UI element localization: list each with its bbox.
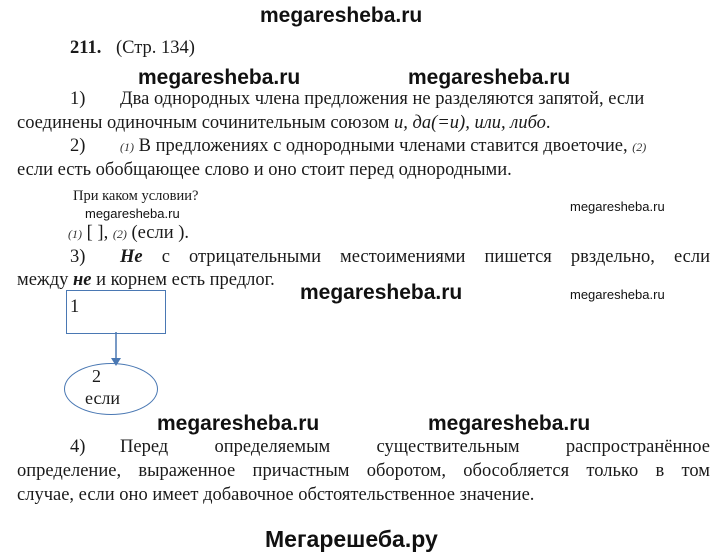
- punctuation-scheme: [68, 221, 189, 246]
- item2-mark2: (2): [632, 140, 647, 154]
- scheme-mark2: (2): [112, 227, 127, 241]
- diagram-ellipse-word: если: [85, 388, 121, 408]
- watermark-top: megaresheba.ru: [260, 4, 423, 27]
- item2-line1: [120, 134, 646, 159]
- item4-number: 4): [70, 437, 86, 457]
- watermark-bottom: Мегарешеба.ру: [265, 526, 438, 552]
- watermark-inline-4: megaresheba.ru: [157, 412, 320, 435]
- item3-line2-end: и корнем есть предлог.: [91, 270, 275, 290]
- item1-line2: [17, 111, 551, 135]
- scheme-part1: [ ],: [86, 223, 109, 243]
- exercise-header: [70, 36, 195, 60]
- item2-line1-text: В предложениях с однородными членами ставится двоеточие,: [138, 136, 628, 156]
- item3-bold-ne: Не: [120, 247, 143, 267]
- item1-line2-text: соединены одиночным сочинительным союзом: [17, 113, 395, 133]
- item2-number: 2): [70, 136, 86, 156]
- item4-line1: Перед определяемым существительным распространённое: [120, 437, 710, 457]
- item1-number: 1): [70, 89, 86, 109]
- item3-line2: [17, 268, 275, 292]
- diagram-ellipse: [64, 363, 158, 415]
- item2-line2: если есть обобщающее слово и оно стоит перед однородными.: [17, 160, 512, 180]
- item4-line3: случае, если оно имеет добавочное обстоятельственное значение.: [17, 485, 535, 505]
- item1-line1: Два однородных члена предложения не разделяются запятой, если: [120, 89, 645, 109]
- scheme-part2: (если ).: [131, 223, 190, 243]
- exercise-number: 211.: [70, 38, 102, 58]
- item3-line1: [120, 245, 710, 269]
- diagram-ellipse-number: 2: [92, 366, 101, 386]
- item4-line2: определение, выраженное причастным оборотом, обособляется только в том: [17, 461, 710, 481]
- diagram-box-label: 1: [70, 297, 80, 317]
- item3-number: 3): [70, 247, 86, 267]
- item1-period: .: [545, 113, 551, 133]
- scheme-mark1: (1): [68, 227, 82, 241]
- question-text: При каком условии?: [73, 188, 199, 204]
- watermark-small-2: megaresheba.ru: [570, 199, 665, 214]
- item3-line1-text: с отрицательными местоимениями пишется рвздельно, если: [161, 247, 710, 267]
- watermark-small-1: megaresheba.ru: [85, 206, 180, 221]
- item3-line2-start: между: [17, 270, 73, 290]
- watermark-small-3: megaresheba.ru: [570, 287, 665, 302]
- watermark-inline-5: megaresheba.ru: [428, 412, 591, 435]
- item2-mark1: (1): [120, 140, 134, 154]
- item1-conjunctions: и, да(=и), или, либо: [394, 113, 546, 133]
- diagram-box: [66, 290, 166, 334]
- item3-bold-ne2: не: [73, 270, 92, 290]
- watermark-inline-3: megaresheba.ru: [300, 281, 463, 304]
- watermark-inline-1: megaresheba.ru: [138, 66, 301, 89]
- page-reference: (Стр. 134): [115, 38, 195, 58]
- watermark-inline-2: megaresheba.ru: [408, 66, 571, 89]
